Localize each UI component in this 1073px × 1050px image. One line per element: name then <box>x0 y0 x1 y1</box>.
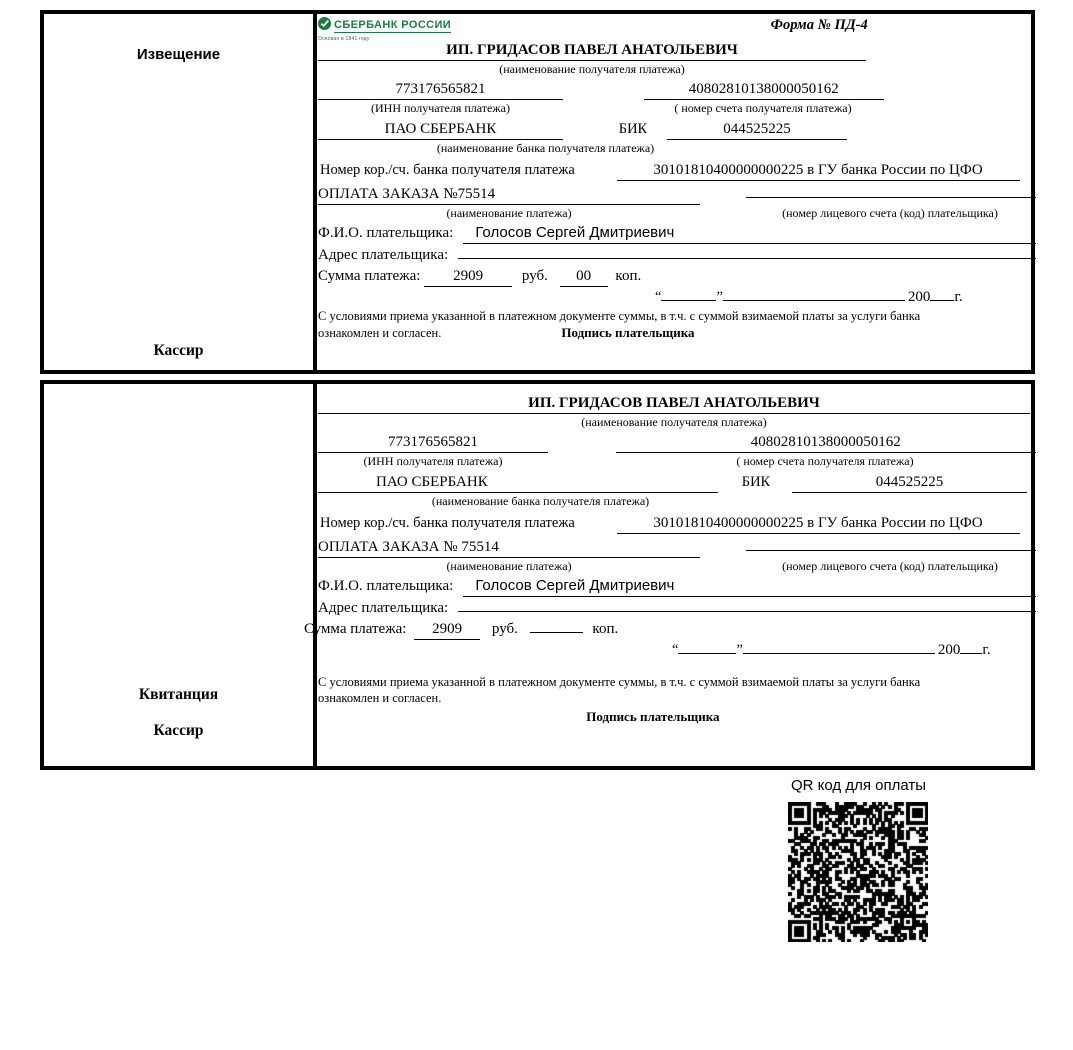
bank-caption: (наименование банка получателя платежа) <box>431 494 650 509</box>
side-label-kassir-2: Кассир <box>153 722 204 739</box>
signature-label: Подпись плательщика <box>561 324 695 340</box>
terms-text-line1: С условиями приема указанной в платежном документе суммы, в т.ч. с суммой взимаемой платы за услуги банка <box>318 675 921 690</box>
main-column-izveshchenie <box>317 14 1036 370</box>
account-caption: ( номер счета получателя платежа) <box>674 100 852 115</box>
payer-address-label: Адрес плательщика: <box>318 600 449 617</box>
bik-value: 044525225 <box>792 473 1027 493</box>
payer-name-value: Голосов Сергей Дмитриевич <box>463 577 1035 597</box>
payer-code-caption: (номер лицевого счета (код) плательщика) <box>782 558 998 573</box>
payer-address-label: Адрес плательщика: <box>318 247 449 264</box>
account-value: 40802810138000050162 <box>616 433 1036 453</box>
form-number: Форма № ПД-4 <box>770 17 868 33</box>
kop-label: коп. <box>615 267 642 284</box>
payer-name-value: Голосов Сергей Дмитриевич <box>463 224 1035 244</box>
date-day-line <box>678 653 736 654</box>
terms-text-line1: С условиями приема указанной в платежном документе суммы, в т.ч. с суммой взимаемой платы за услуги банка <box>318 309 921 324</box>
side-label-kassir-1: Кассир <box>153 342 204 359</box>
sberbank-logo <box>318 17 451 42</box>
signature-label: Подпись плательщика <box>586 708 720 724</box>
payer-name-label: Ф.И.О. плательщика: <box>318 225 454 242</box>
bik-label: БИК <box>618 121 648 138</box>
quote-open: “ <box>672 641 679 658</box>
qr-caption: QR код для оплаты <box>790 777 926 794</box>
terms-block <box>318 309 1036 341</box>
payer-address-line <box>458 611 1036 612</box>
amount-rub-value: 2909 <box>414 620 480 640</box>
amount-kop-value <box>530 632 583 633</box>
quote-close: ” <box>736 641 743 658</box>
section-kvitantsiya <box>40 380 1035 770</box>
terms-text-line2: ознакомлен и согласен. <box>318 690 442 705</box>
payer-name-label: Ф.И.О. плательщика: <box>318 578 454 595</box>
date-month-line <box>723 300 905 301</box>
side-column-kvitantsiya <box>44 384 317 766</box>
recipient-caption: (наименование получателя платежа) <box>499 61 685 76</box>
kop-label: коп. <box>592 620 619 637</box>
corr-account-label: Номер кор./сч. банка получателя платежа <box>320 162 575 179</box>
recipient-name: ИП. ГРИДАСОВ ПАВЕЛ АНАТОЛЬЕВИЧ <box>318 41 866 61</box>
account-value: 40802810138000050162 <box>644 80 884 100</box>
date-year-line <box>930 300 954 301</box>
section-izveshchenie <box>40 10 1035 374</box>
corr-account-value: 30101810400000000225 в ГУ банка России по ЦФО <box>617 514 1020 534</box>
sberbank-logo-text: СБЕРБАНК РОССИИ <box>334 19 452 31</box>
recipient-caption: (наименование получателя платежа) <box>581 414 767 429</box>
corr-account-value: 30101810400000000225 в ГУ банка России по ЦФО <box>617 161 1020 181</box>
payer-code-caption: (номер лицевого счета (код) плательщика) <box>782 205 998 220</box>
payment-caption: (наименование платежа) <box>446 558 572 573</box>
amount-label: Сумма платежа: <box>304 620 407 637</box>
corr-account-label: Номер кор./сч. банка получателя платежа <box>320 515 575 532</box>
header-row <box>318 17 1036 41</box>
bank-caption: (наименование банка получателя платежа) <box>436 141 655 156</box>
inn-caption: (ИНН получателя платежа) <box>363 453 503 468</box>
inn-caption: (ИНН получателя платежа) <box>371 100 510 115</box>
payer-code-line <box>746 197 1036 198</box>
year-prefix: 200 <box>937 641 961 658</box>
side-column-izveshchenie <box>44 14 317 370</box>
payment-caption: (наименование платежа) <box>446 205 572 220</box>
terms-text-line2: ознакомлен и согласен. <box>318 325 442 340</box>
payment-name: ОПЛАТА ЗАКАЗА № 75514 <box>318 538 700 558</box>
qr-block <box>788 777 929 942</box>
terms-block <box>318 675 1036 726</box>
bik-label: БИК <box>741 474 771 491</box>
amount-label: Сумма платежа: <box>318 267 421 284</box>
main-column-kvitantsiya <box>304 384 1036 766</box>
date-day-line <box>661 300 716 301</box>
payment-name: ОПЛАТА ЗАКАЗА №75514 <box>318 185 700 205</box>
side-label-izveshchenie: Извещение <box>136 46 221 63</box>
quote-close: ” <box>716 288 723 305</box>
bank-name: ПАО СБЕРБАНК <box>318 473 718 493</box>
account-caption: ( номер счета получателя платежа) <box>736 453 914 468</box>
payer-code-line <box>746 550 1036 551</box>
inn-value: 773176565821 <box>318 80 563 100</box>
side-label-kvitantsiya: Квитанция <box>138 686 219 703</box>
year-prefix: 200 <box>907 288 931 305</box>
bank-name: ПАО СБЕРБАНК <box>318 120 563 140</box>
quote-open: “ <box>655 288 662 305</box>
year-suffix: г. <box>982 641 991 658</box>
date-line <box>655 288 1036 307</box>
inn-value: 773176565821 <box>318 433 548 453</box>
amount-rub-value: 2909 <box>424 267 512 287</box>
bik-value: 044525225 <box>667 120 847 140</box>
rub-label: руб. <box>491 620 518 637</box>
date-year-line <box>960 653 982 654</box>
qr-code <box>788 802 928 942</box>
date-month-line <box>743 653 935 654</box>
sberbank-logo-icon <box>318 17 331 35</box>
sberbank-logo-tagline: Основан в 1841 году <box>318 36 370 42</box>
year-suffix: г. <box>954 288 963 305</box>
date-line <box>672 641 1036 660</box>
amount-kop-value: 00 <box>560 267 608 287</box>
payer-address-line <box>458 258 1036 259</box>
rub-label: руб. <box>521 267 548 284</box>
recipient-name: ИП. ГРИДАСОВ ПАВЕЛ АНАТОЛЬЕВИЧ <box>318 394 1030 414</box>
